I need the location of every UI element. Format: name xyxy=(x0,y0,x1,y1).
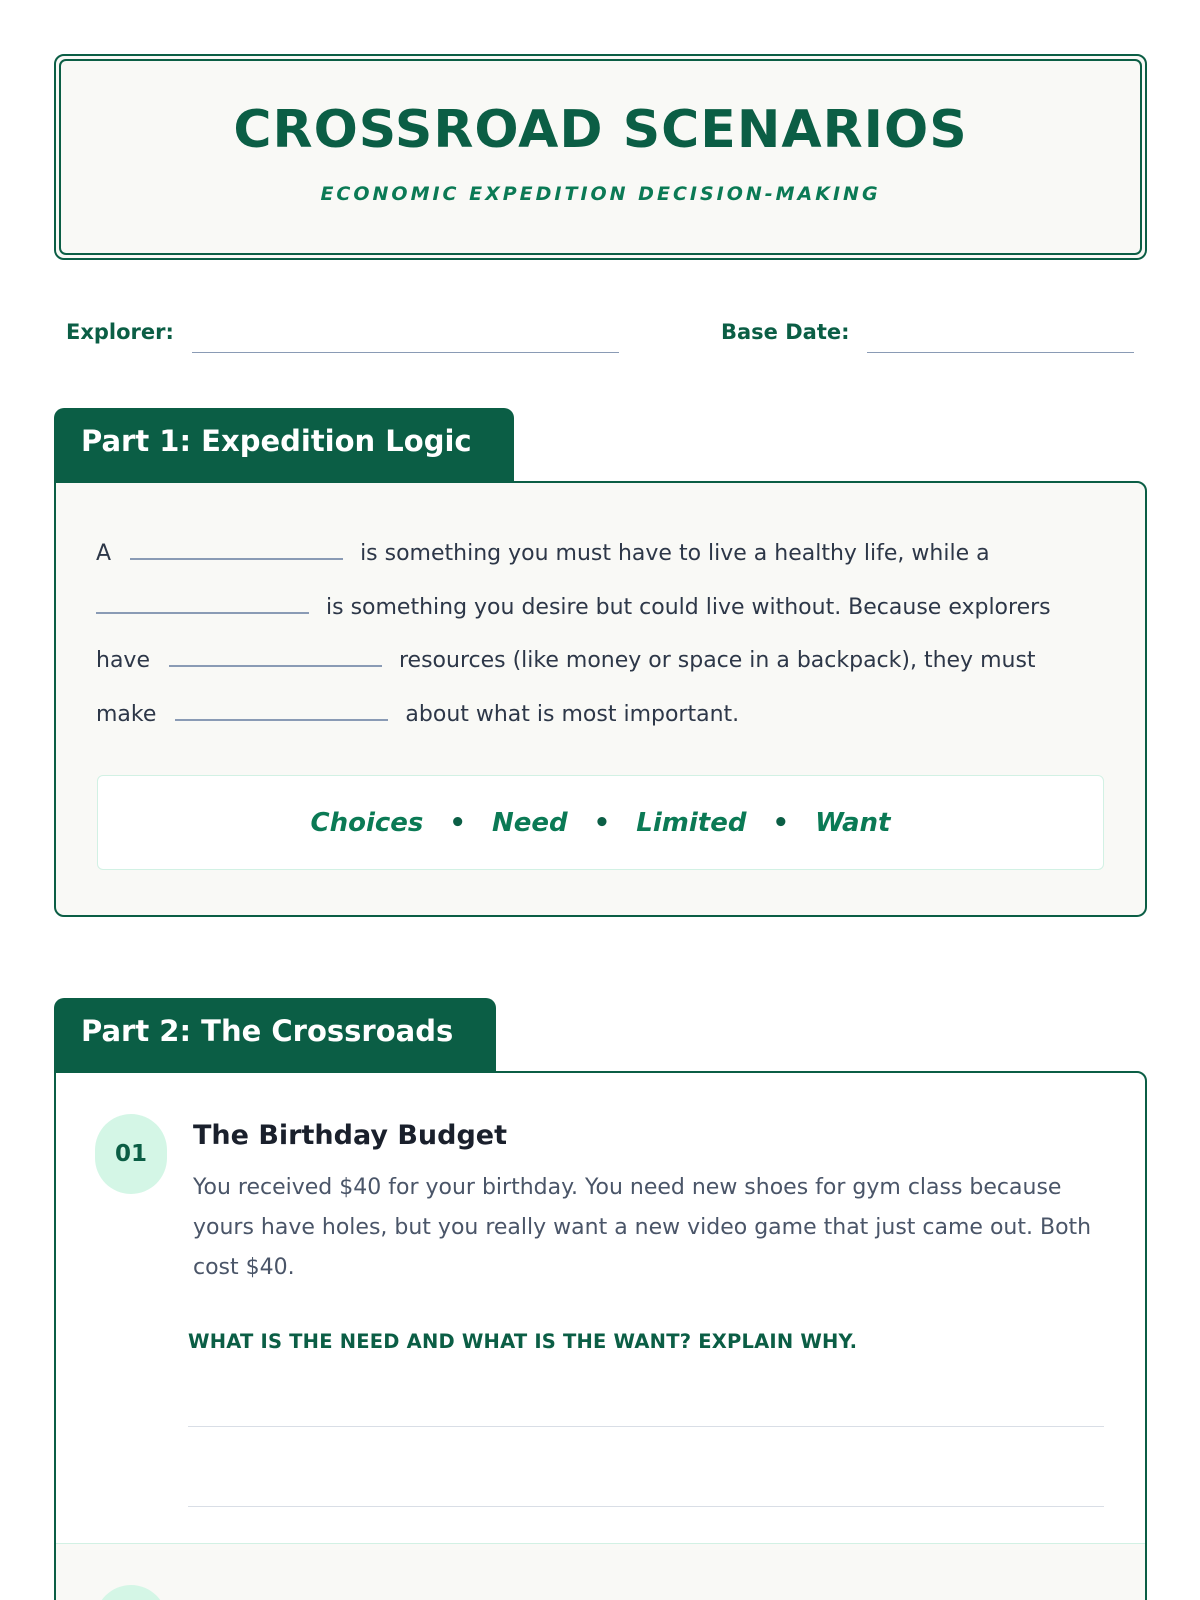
base-date-label: Base Date: xyxy=(721,320,850,344)
scenario-divider xyxy=(56,1543,1145,1544)
page-title: CROSSROAD SCENARIOS xyxy=(233,100,968,160)
answer-line[interactable] xyxy=(188,1506,1104,1507)
base-date-field[interactable] xyxy=(867,352,1134,353)
blank-2[interactable] xyxy=(96,592,309,614)
page-subtitle: ECONOMIC EXPEDITION DECISION-MAKING xyxy=(320,183,881,205)
scenario-title: The Birthday Budget xyxy=(193,1120,508,1151)
blank-4[interactable] xyxy=(175,699,388,721)
bullet-separator: • xyxy=(772,807,790,838)
blank-1[interactable] xyxy=(130,538,343,560)
worksheet-header xyxy=(54,54,1147,260)
bullet-separator: • xyxy=(593,807,611,838)
scenario-question: WHAT IS THE NEED AND WHAT IS THE WANT? EXPLAIN WHY. xyxy=(188,1330,858,1353)
bullet-separator: • xyxy=(449,807,467,838)
word-bank-item: Need xyxy=(492,807,568,838)
explorer-label: Explorer: xyxy=(66,320,174,344)
part2-tab: Part 2: The Crossroads xyxy=(54,998,496,1074)
part2-panel xyxy=(54,1071,1147,1600)
next-scenario-area xyxy=(56,1544,1145,1600)
part1-tab: Part 1: Expedition Logic xyxy=(54,408,514,484)
blank-3[interactable] xyxy=(169,645,382,667)
fill-in-paragraph: A is something you must have to live a healthy life, while a is something you desire but could live without. Because explorers have resources (like money or space in a backpack), they must make about what is most important. xyxy=(96,527,1096,741)
word-bank xyxy=(97,775,1104,870)
word-bank-item: Choices xyxy=(310,807,424,838)
part1-panel xyxy=(54,481,1147,917)
word-bank-item: Limited xyxy=(636,807,747,838)
word-bank-item: Want xyxy=(815,807,891,838)
scenario-body: You received $40 for your birthday. You need new shoes for gym class because yours have holes, but you really want a new video game that just came out. Both cost $40. xyxy=(193,1175,1092,1280)
answer-line[interactable] xyxy=(188,1426,1104,1427)
explorer-field[interactable] xyxy=(192,352,619,353)
scenario-number-badge: 01 xyxy=(95,1114,167,1194)
